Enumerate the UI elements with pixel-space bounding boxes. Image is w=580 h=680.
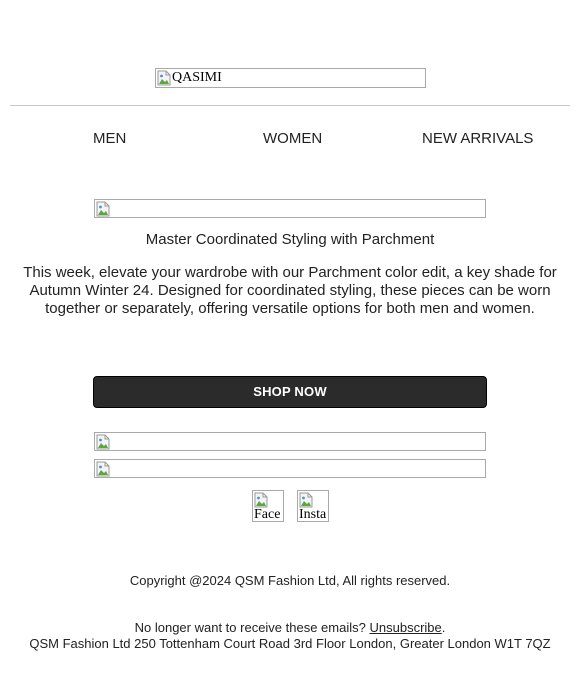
unsubscribe-line (0, 620, 580, 636)
shop-now-button[interactable]: SHOP NOW (93, 376, 487, 408)
product-image-1[interactable] (94, 432, 486, 451)
copyright-text: Copyright @2024 QSM Fashion Ltd, All rights reserved. (129, 573, 451, 588)
broken-image-icon (96, 201, 110, 217)
unsubscribe-link[interactable]: Unsubscribe (369, 620, 442, 635)
broken-image-icon (157, 70, 171, 86)
nav-link-women[interactable]: WOMEN (263, 130, 323, 147)
nav-link-new-arrivals[interactable]: NEW ARRIVALS (422, 130, 534, 147)
logo-image[interactable] (155, 68, 426, 88)
broken-image-icon (254, 492, 268, 508)
broken-image-icon (96, 434, 110, 450)
headline: Master Coordinated Styling with Parchment (145, 231, 435, 248)
unsubscribe-prompt: No longer want to receive these emails? (134, 620, 370, 635)
facebook-icon[interactable] (252, 490, 284, 522)
instagram-alt-text: Insta (299, 507, 327, 522)
broken-image-icon (96, 461, 110, 477)
broken-image-icon (299, 492, 313, 508)
header-divider (10, 105, 570, 106)
nav-link-men[interactable]: MEN (93, 130, 127, 147)
instagram-icon[interactable] (297, 490, 329, 522)
company-address: QSM Fashion Ltd 250 Tottenham Court Road 3rd Floor London, Greater London W1T 7QZ (29, 636, 551, 651)
product-image-2[interactable] (94, 459, 486, 478)
facebook-alt-text: Face (254, 507, 281, 522)
body-text: This week, elevate your wardrobe with our Parchment color edit, a key shade for Autumn Winter 24. Designed for coordinated styling, these pieces can be worn together or separately, offering versatile options for both men and women. (23, 264, 557, 317)
hero-image[interactable] (94, 199, 486, 218)
logo-alt-text: QASIMI (172, 70, 222, 85)
unsubscribe-suffix: . (441, 620, 446, 635)
